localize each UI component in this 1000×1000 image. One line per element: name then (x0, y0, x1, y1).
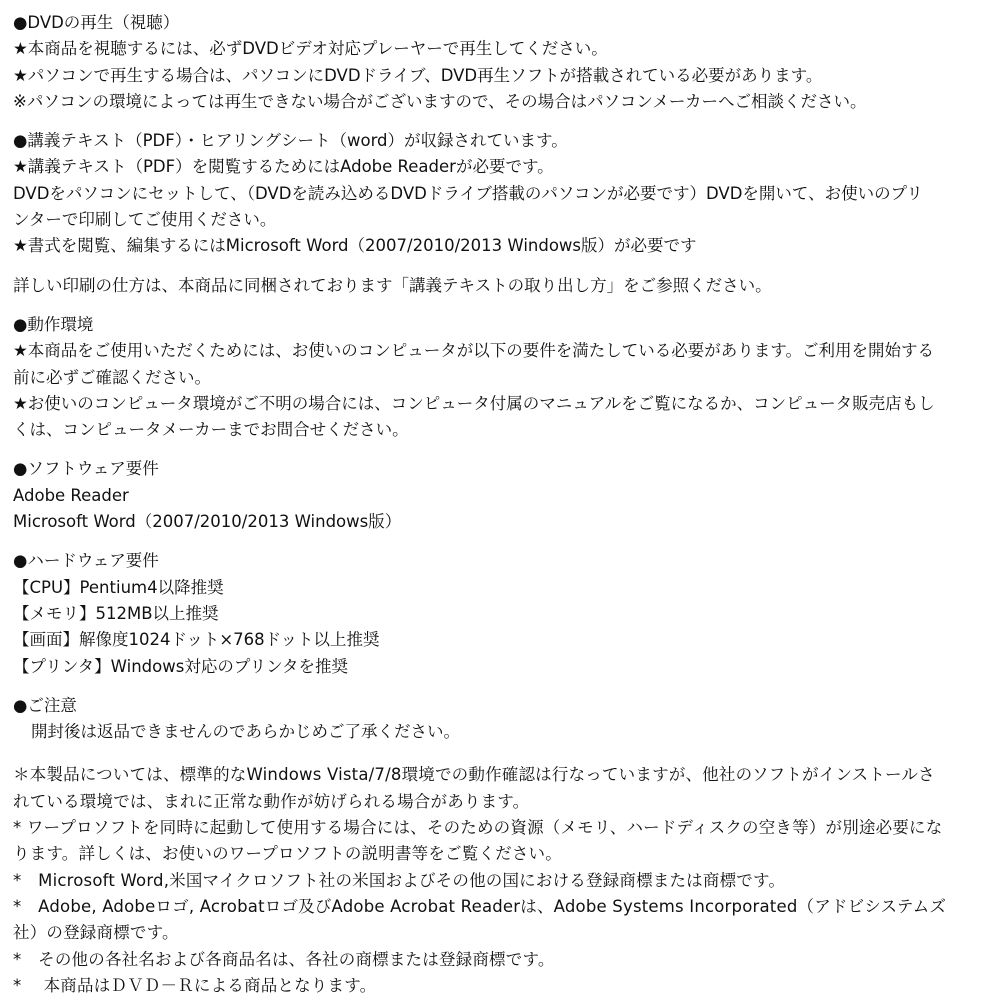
footnote-line: れている環境では、まれに正常な動作が妨げられる場合があります。 (13, 791, 530, 811)
section-dvd-playback (13, 10, 993, 115)
body-line: DVDをパソコンにセットして、（DVDを読み込めるDVDドライブ搭載のパソコンが必要です）DVDを開いて、お使いのプリ (13, 183, 923, 203)
section-heading: ●DVDの再生（視聴） (13, 13, 180, 32)
body-line: ★本商品を視聴するには、必ずDVDビデオ対応プレーヤーで再生してください。 (13, 39, 608, 59)
section-hardware-requirements (13, 548, 993, 679)
body-line: 詳しい印刷の仕方は、本商品に同梱されております「講義テキストの取り出し方」をご参照ください。 (13, 275, 772, 295)
body-line: 【画面】解像度1024ドット×768ドット以上推奨 (13, 630, 380, 650)
footnote-line: ります。詳しくは、お使いのワープロソフトの説明書等をご覧ください。 (13, 844, 562, 864)
body-line: Adobe Reader (13, 485, 129, 505)
footnotes (13, 762, 993, 999)
body-line: 【プリンタ】Windows対応のプリンタを推奨 (13, 656, 349, 676)
body-line: 開封後は返品できませんのであらかじめご了承ください。 (31, 722, 460, 742)
body-line: くは、コンピュータメーカーまでお問合せください。 (13, 420, 409, 440)
body-line: 【CPU】Pentium4以降推奨 (13, 577, 224, 597)
footnote-line: * Microsoft Word,米国マイクロソフト社の米国およびその他の国における登録商標または商標です。 (13, 870, 786, 890)
footnote-line: * その他の各社名および各商品名は、各社の商標または登録商標です。 (13, 949, 555, 969)
section-print-instructions (13, 273, 993, 299)
section-caution (13, 693, 993, 746)
body-line: 前に必ずご確認ください。 (13, 367, 211, 387)
body-line: ★講義テキスト（PDF）を閲覧するためにはAdobe Readerが必要です。 (13, 157, 554, 177)
footnote-line: * Adobe, Adobeロゴ, Acrobatロゴ及びAdobe Acrobat Readerは、Adobe Systems Incorporated（アドビシステムズ (13, 896, 947, 916)
body-line: ★本商品をご使用いただくためには、お使いのコンピュータが以下の要件を満たしている必要があります。ご利用を開始する (13, 341, 934, 361)
body-line: 【メモリ】512MB以上推奨 (13, 603, 219, 623)
body-line: ★お使いのコンピュータ環境がご不明の場合には、コンピュータ付属のマニュアルをご覧になるか、コンピュータ販売店もし (13, 393, 935, 413)
section-heading: ●講義テキスト（PDF）・ヒアリングシート（word）が収録されています。 (13, 131, 568, 151)
section-lecture-text (13, 128, 993, 259)
body-line: ※パソコンの環境によっては再生できない場合がございますので、その場合はパソコンメーカーへご相談ください。 (13, 91, 867, 111)
body-line: ★パソコンで再生する場合は、パソコンにDVDドライブ、DVD再生ソフトが搭載されている必要があります。 (13, 65, 823, 85)
section-heading: ●ソフトウェア要件 (13, 459, 159, 479)
section-heading: ●動作環境 (13, 314, 94, 334)
footnote-line: * ワープロソフトを同時に起動して使用する場合には、そのための資源（メモリ、ハードディスクの空き等）が別途必要にな (13, 818, 943, 838)
body-line: Microsoft Word（2007/2010/2013 Windows版） (13, 512, 402, 532)
body-line: ンターで印刷してご使用ください。 (13, 210, 277, 230)
section-software-requirements (13, 456, 993, 535)
footnote-line: ＊本製品については、標準的なWindows Vista/7/8環境での動作確認は行なっていますが、他社のソフトがインストールさ (13, 765, 935, 785)
section-operating-environment (13, 312, 993, 443)
document-body (13, 10, 993, 999)
section-heading: ●ハードウェア要件 (13, 551, 159, 571)
section-heading: ●ご注意 (13, 695, 77, 715)
footnote-line: * 本商品はＤＶＤ－Ｒによる商品となります。 (13, 975, 377, 995)
footnote-line: 社）の登録商標です。 (13, 923, 179, 943)
body-line: ★書式を閲覧、編集するにはMicrosoft Word（2007/2010/2013 Windows版）が必要です (13, 236, 697, 256)
